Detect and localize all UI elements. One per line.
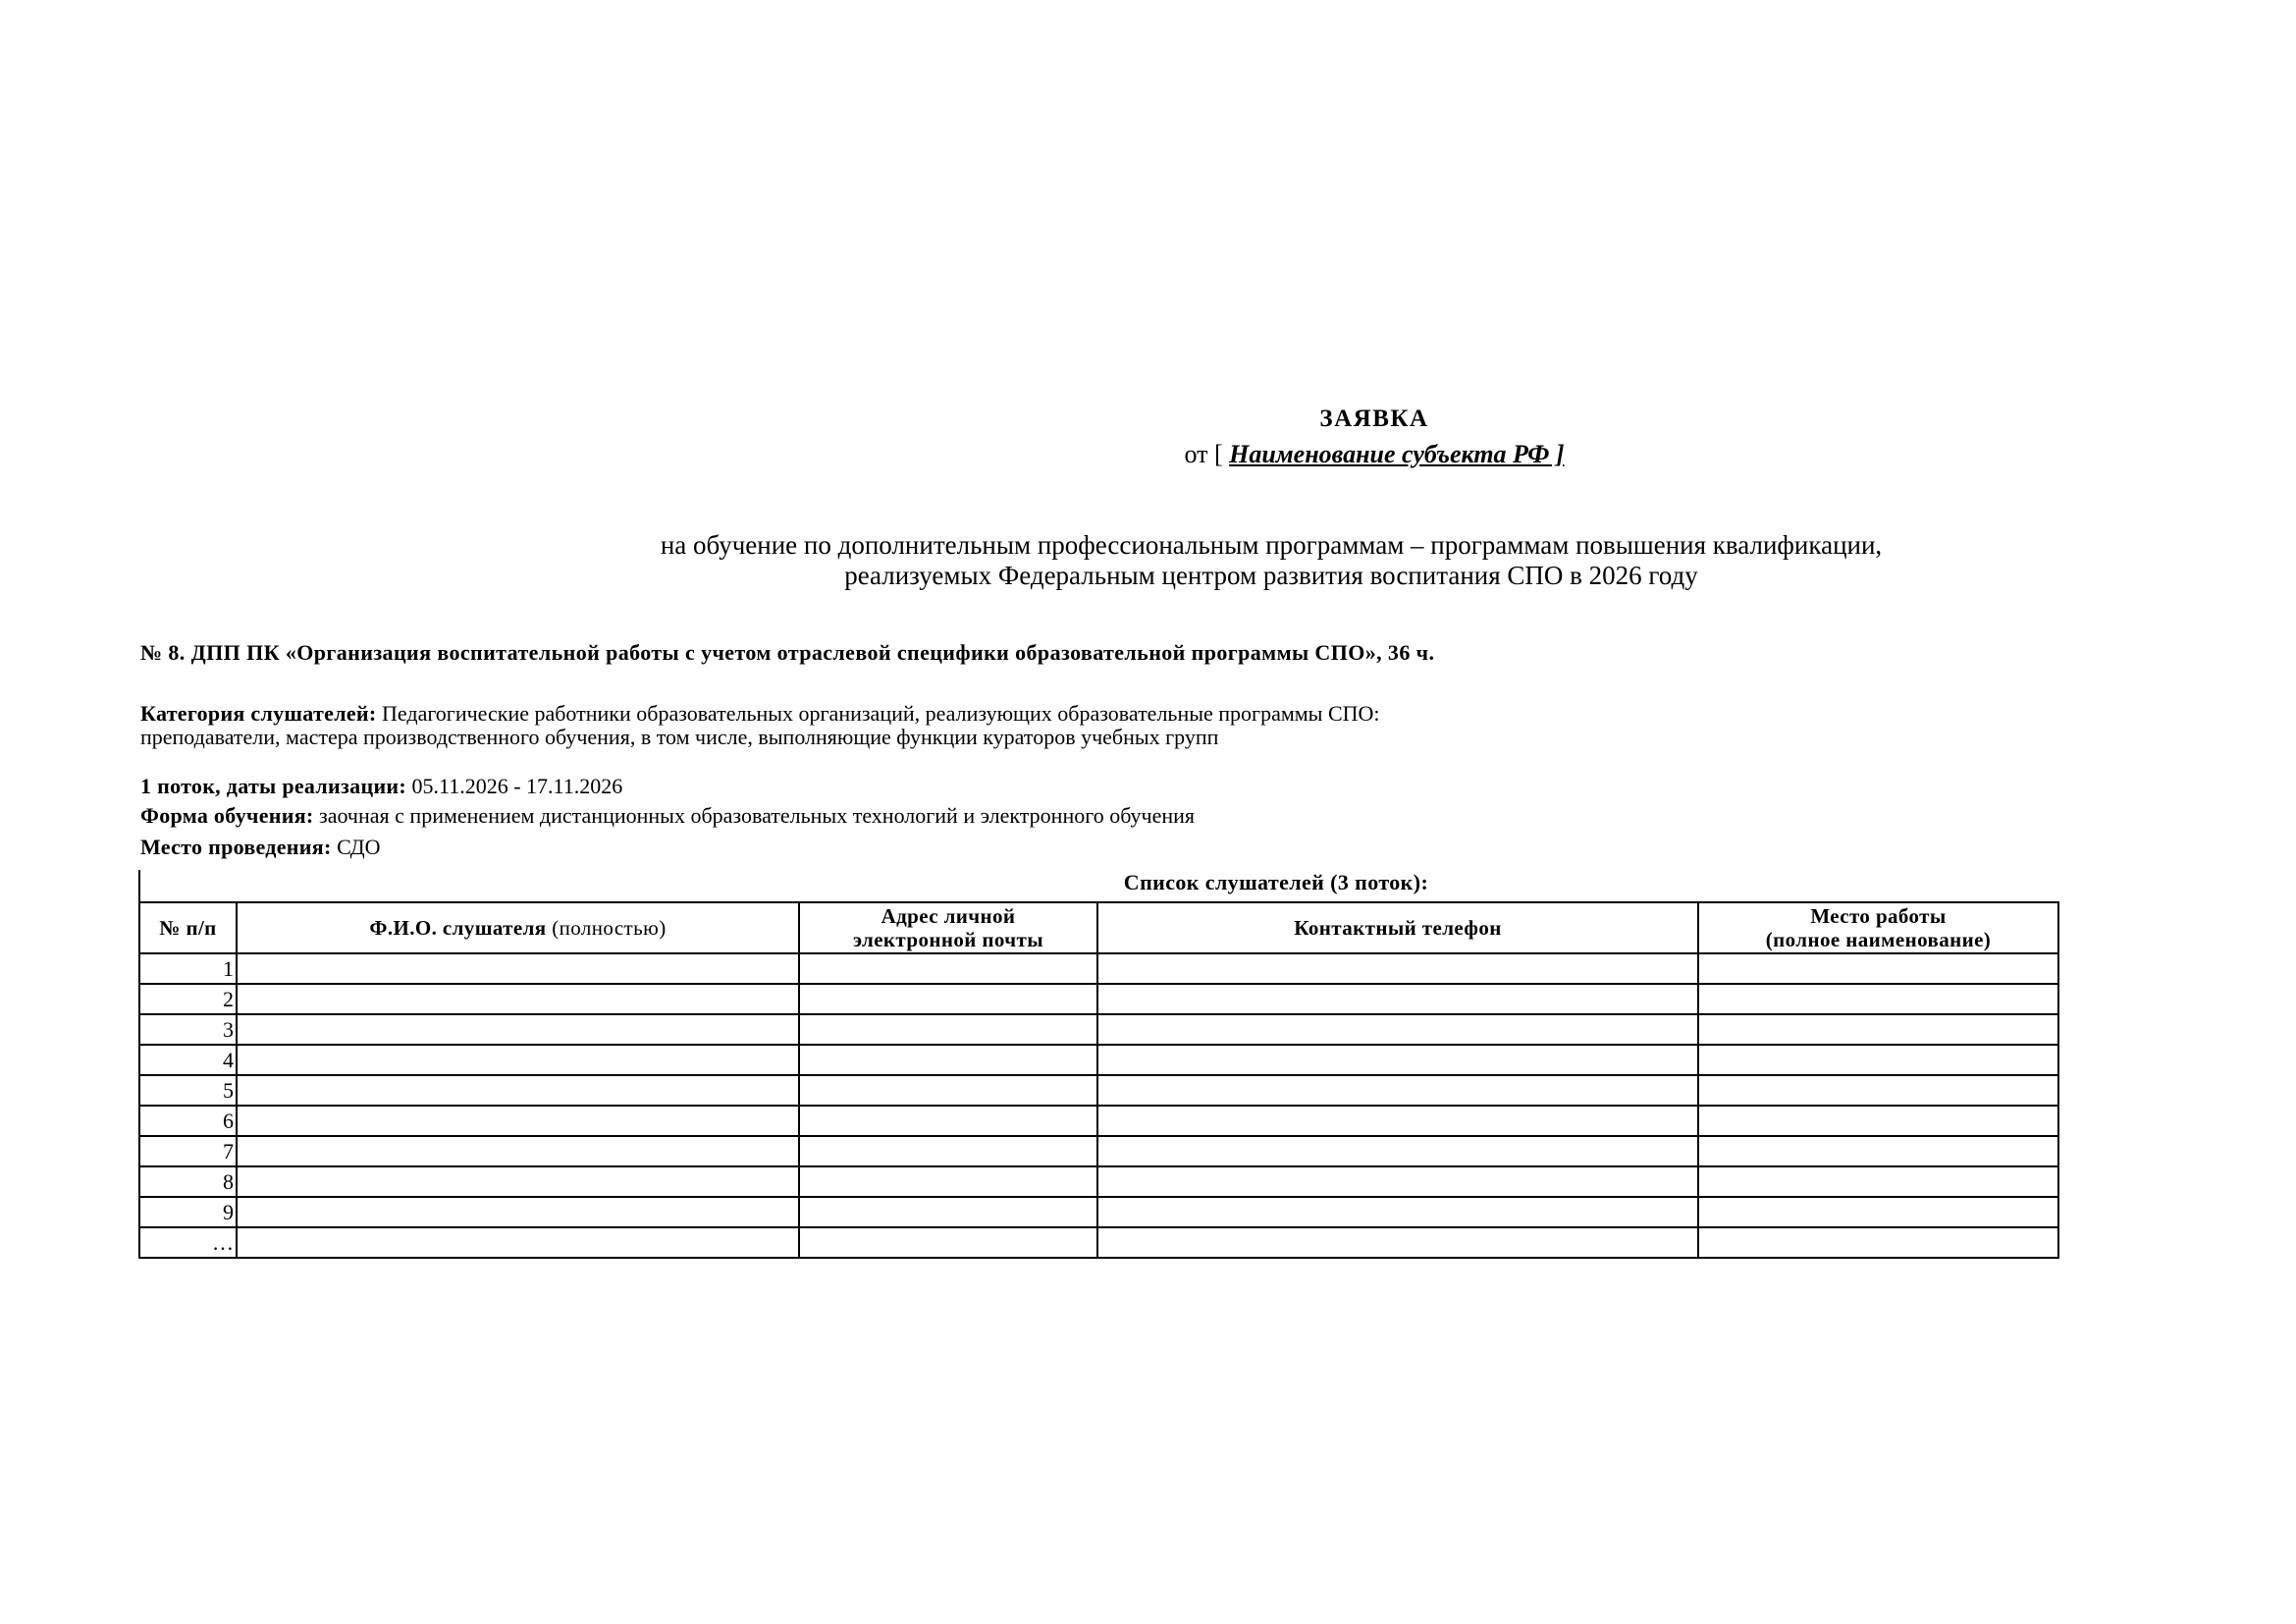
listener-category xyxy=(140,702,2104,749)
row-number: 2 xyxy=(139,984,237,1014)
purpose-line-2: реализуемых Федеральным центром развития воспитания СПО в 2026 году xyxy=(844,561,1698,590)
column-header-phone: Контактный телефон xyxy=(1097,902,1698,953)
subject-placeholder: Наименование субъекта РФ ] xyxy=(1229,440,1565,468)
phone-cell[interactable] xyxy=(1097,1045,1698,1075)
table-header-row xyxy=(139,902,2058,953)
column-header-number: № п/п xyxy=(139,902,237,953)
fio-cell[interactable] xyxy=(237,1075,799,1106)
stream-value: 05.11.2026 - 17.11.2026 xyxy=(411,774,623,798)
table-row xyxy=(139,953,2058,984)
email-cell[interactable] xyxy=(799,984,1097,1014)
column-header-email xyxy=(799,902,1097,953)
fio-cell[interactable] xyxy=(237,1197,799,1227)
table-row xyxy=(139,1075,2058,1106)
row-number: 6 xyxy=(139,1106,237,1136)
phone-cell[interactable] xyxy=(1097,1014,1698,1045)
table-row xyxy=(139,1136,2058,1166)
phone-cell[interactable] xyxy=(1097,1075,1698,1106)
listeners-list-caption: Список слушателей (3 поток): xyxy=(1123,870,1429,894)
table-row xyxy=(139,1014,2058,1045)
from-line xyxy=(883,440,1865,469)
form-label: Форма обучения: xyxy=(140,803,314,828)
workplace-cell[interactable] xyxy=(1698,1014,2058,1045)
workplace-cell[interactable] xyxy=(1698,953,2058,984)
phone-cell[interactable] xyxy=(1097,1166,1698,1197)
fio-cell[interactable] xyxy=(237,953,799,984)
program-title: № 8. ДПП ПК «Организация воспитательной работы с учетом отраслевой специфики образовательной программы СПО», 36 ч. xyxy=(140,640,1435,665)
workplace-cell[interactable] xyxy=(1698,1045,2058,1075)
listeners-table xyxy=(138,901,2059,1259)
workplace-cell[interactable] xyxy=(1698,1227,2058,1258)
table-row xyxy=(139,1045,2058,1075)
fio-cell[interactable] xyxy=(237,1106,799,1136)
phone-cell[interactable] xyxy=(1097,984,1698,1014)
phone-cell[interactable] xyxy=(1097,953,1698,984)
phone-cell[interactable] xyxy=(1097,1227,1698,1258)
email-header-line-2: электронной почты xyxy=(852,928,1044,951)
table-left-rule xyxy=(138,870,140,905)
email-cell[interactable] xyxy=(799,1106,1097,1136)
table-row xyxy=(139,1166,2058,1197)
row-number: 5 xyxy=(139,1075,237,1106)
fio-cell[interactable] xyxy=(237,984,799,1014)
phone-cell[interactable] xyxy=(1097,1106,1698,1136)
workplace-header-line-2: (полное наименование) xyxy=(1765,928,1992,951)
fio-cell[interactable] xyxy=(237,1166,799,1197)
workplace-cell[interactable] xyxy=(1698,1075,2058,1106)
row-number: 9 xyxy=(139,1197,237,1227)
email-cell[interactable] xyxy=(799,1166,1097,1197)
document-title: ЗАЯВКА xyxy=(1319,406,1429,432)
workplace-cell[interactable] xyxy=(1698,1136,2058,1166)
place-value: СДО xyxy=(337,835,381,859)
workplace-cell[interactable] xyxy=(1698,1166,2058,1197)
fio-cell[interactable] xyxy=(237,1136,799,1166)
phone-cell[interactable] xyxy=(1097,1197,1698,1227)
email-cell[interactable] xyxy=(799,1136,1097,1166)
column-header-workplace xyxy=(1698,902,2058,953)
row-number: 1 xyxy=(139,953,237,984)
email-cell[interactable] xyxy=(799,1045,1097,1075)
table-row xyxy=(139,1106,2058,1136)
stream-label: 1 поток, даты реализации: xyxy=(140,774,407,798)
column-header-fio xyxy=(237,902,799,953)
table-row xyxy=(139,1197,2058,1227)
purpose-line-1: на обучение по дополнительным профессиональным программам – программам повышения квалификации, xyxy=(660,530,1883,560)
email-cell[interactable] xyxy=(799,1227,1097,1258)
category-label: Категория слушателей: xyxy=(140,701,377,726)
purpose-text xyxy=(461,530,2081,591)
category-text-line-2: преподаватели, мастера производственного обучения, в том числе, выполняющие функции кураторов учебных групп xyxy=(140,725,1219,749)
workplace-cell[interactable] xyxy=(1698,1106,2058,1136)
phone-cell[interactable] xyxy=(1097,1136,1698,1166)
fio-cell[interactable] xyxy=(237,1227,799,1258)
workplace-header-line-1: Место работы xyxy=(1810,904,1947,928)
row-number: … xyxy=(139,1227,237,1258)
fio-cell[interactable] xyxy=(237,1014,799,1045)
fio-cell[interactable] xyxy=(237,1045,799,1075)
workplace-cell[interactable] xyxy=(1698,984,2058,1014)
email-header-line-1: Адрес личной xyxy=(881,904,1016,928)
stream-dates xyxy=(140,774,2104,799)
workplace-cell[interactable] xyxy=(1698,1197,2058,1227)
from-prefix: от [ xyxy=(1184,440,1223,468)
email-cell[interactable] xyxy=(799,1197,1097,1227)
email-cell[interactable] xyxy=(799,1075,1097,1106)
fio-header-note: (полностью) xyxy=(552,916,667,940)
fio-header-bold: Ф.И.О. слушателя xyxy=(369,916,547,940)
place-label: Место проведения: xyxy=(140,835,332,859)
row-number: 7 xyxy=(139,1136,237,1166)
email-cell[interactable] xyxy=(799,1014,1097,1045)
study-place xyxy=(140,835,2104,860)
table-row xyxy=(139,1227,2058,1258)
row-number: 8 xyxy=(139,1166,237,1197)
category-text-line-1: Педагогические работники образовательных организаций, реализующих образовательные программы СПО: xyxy=(382,701,1380,726)
email-cell[interactable] xyxy=(799,953,1097,984)
study-form xyxy=(140,803,2104,829)
row-number: 3 xyxy=(139,1014,237,1045)
row-number: 4 xyxy=(139,1045,237,1075)
form-value: заочная с применением дистанционных образовательных технологий и электронного обучения xyxy=(319,803,1196,828)
table-row xyxy=(139,984,2058,1014)
